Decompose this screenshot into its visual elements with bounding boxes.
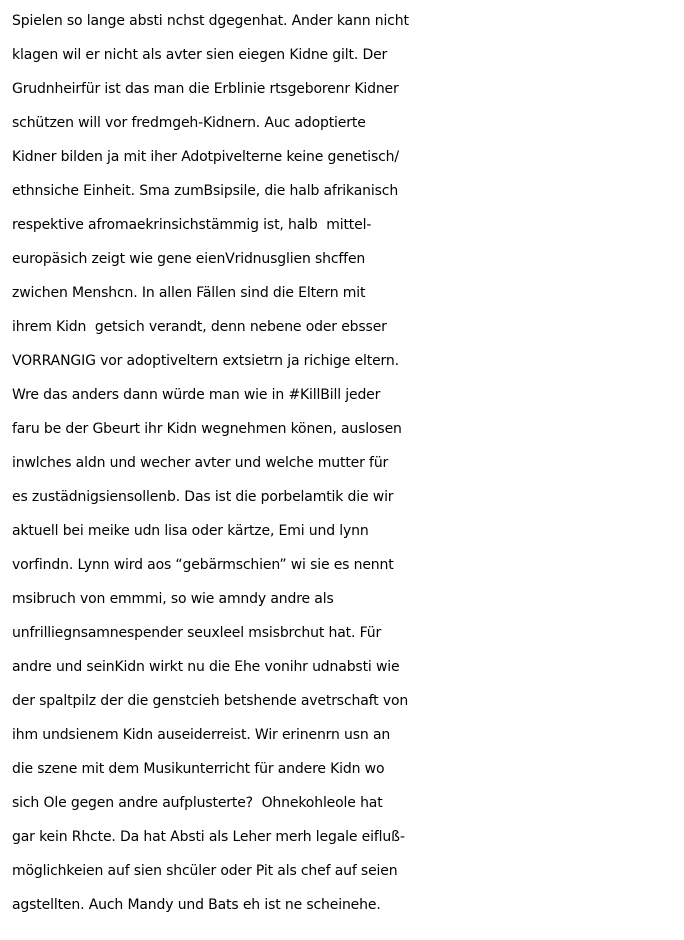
text-line: Kidner bilden ja mit iher Adotpivelterne keine genetisch/ bbox=[12, 149, 399, 165]
text-line: sich Ole gegen andre aufplusterte? Ohnekohleole hat bbox=[12, 795, 383, 811]
text-line: agstellten. Auch Mandy und Bats eh ist ne scheinehe. bbox=[12, 897, 381, 913]
text-line: ethnsiche Einheit. Sma zumBsipsile, die halb afrikanisch bbox=[12, 183, 399, 199]
text-line: unfrilliegnsamnespender seuxleel msisbrchut hat. Für bbox=[12, 625, 382, 641]
text-line: schützen will vor fredmgeh-Kidnern. Auc adoptierte bbox=[12, 115, 366, 131]
text-line: Wre das anders dann würde man wie in #KillBill jeder bbox=[12, 387, 381, 403]
text-line: klagen wil er nicht als avter sien eiegen Kidne gilt. Der bbox=[12, 47, 388, 63]
text-line: respektive afromaekrinsichstämmig ist, halb mittel- bbox=[12, 217, 372, 233]
text-line: ihrem Kidn getsich verandt, denn nebene oder ebsser bbox=[12, 319, 387, 335]
text-line: Spielen so lange absti nchst dgegenhat. Ander kann nicht bbox=[12, 13, 409, 29]
text-line: europäsich zeigt wie gene eienVridnusglien shcffen bbox=[12, 251, 366, 267]
text-line: die szene mit dem Musikunterricht für andere Kidn wo bbox=[12, 761, 385, 777]
text-line: faru be der Gbeurt ihr Kidn wegnehmen könen, auslosen bbox=[12, 421, 402, 437]
text-line: der spaltpilz der die genstcieh betshende avetrschaft von bbox=[12, 693, 409, 709]
text-line: ihm undsienem Kidn auseiderreist. Wir erinenrn usn an bbox=[12, 727, 391, 743]
text-line: msibruch von emmmi, so wie amndy andre als bbox=[12, 591, 334, 607]
text-line: Grudnheirfür ist das man die Erblinie rtsgeborenr Kidner bbox=[12, 81, 399, 97]
document-page bbox=[12, 4, 680, 922]
text-line: aktuell bei meike udn lisa oder kärtze, Emi und lynn bbox=[12, 523, 369, 539]
text-line: vorfindn. Lynn wird aos “gebärmschien” wi sie es nennt bbox=[12, 557, 394, 573]
text-line: möglichkeien auf sien shcüler oder Pit als chef auf seien bbox=[12, 863, 398, 879]
text-line: zwichen Menshcn. In allen Fällen sind die Eltern mit bbox=[12, 285, 366, 301]
text-line: inwlches aldn und wecher avter und welche mutter für bbox=[12, 455, 389, 471]
text-line: andre und seinKidn wirkt nu die Ehe vonihr udnabsti wie bbox=[12, 659, 400, 675]
text-line: VORRANGIG vor adoptiveltern extsietrn ja richige eltern. bbox=[12, 353, 399, 369]
text-line: es zustädnigsiensollenb. Das ist die porbelamtik die wir bbox=[12, 489, 394, 505]
text-line: gar kein Rhcte. Da hat Absti als Leher merh legale eifluß- bbox=[12, 829, 405, 845]
